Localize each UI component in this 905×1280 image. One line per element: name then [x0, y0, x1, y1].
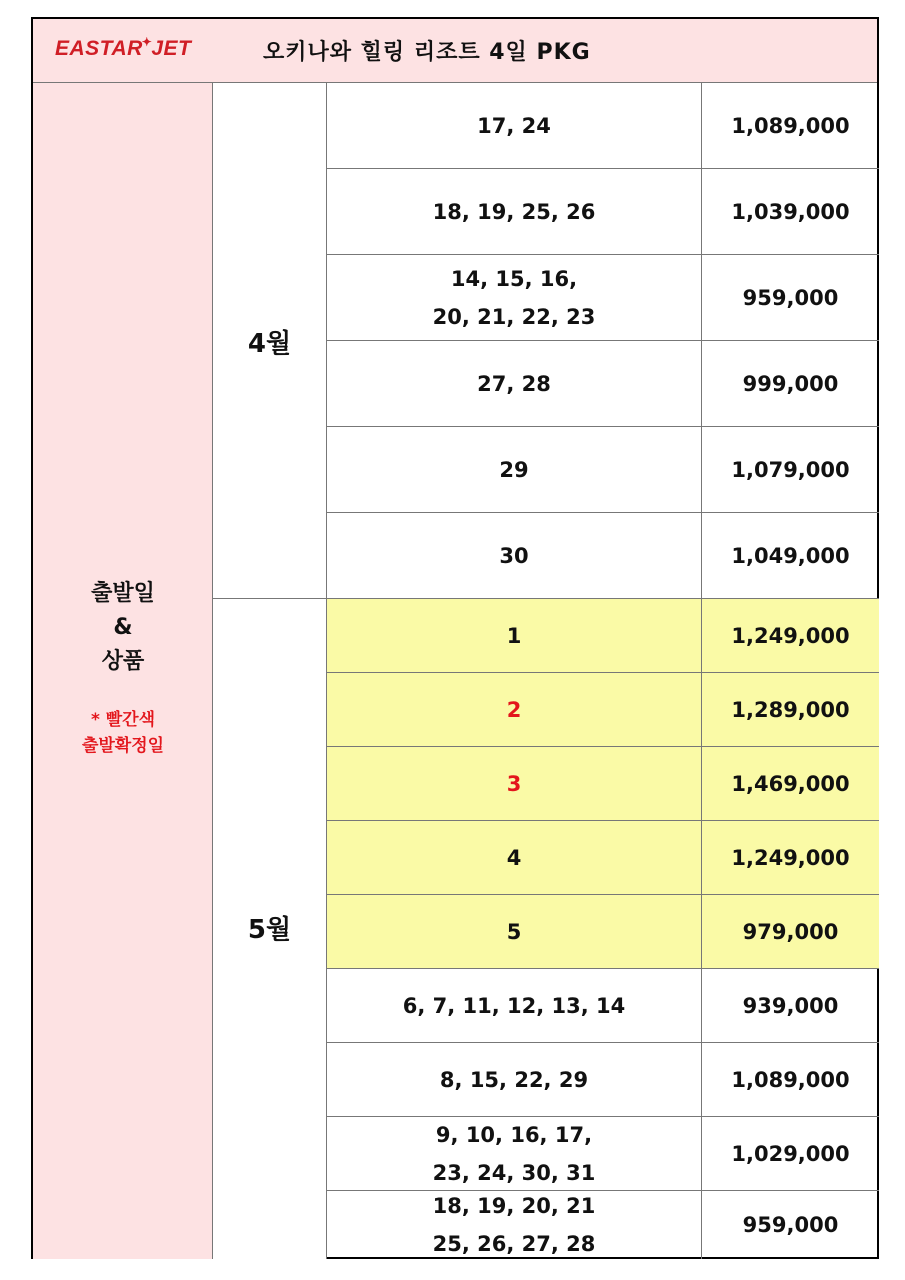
table-row	[327, 1043, 879, 1117]
departure-label-column	[33, 83, 213, 1259]
departure-dates: 2	[327, 673, 702, 746]
package-title: 오키나와 힐링 리조트 4일 PKG	[263, 40, 591, 65]
package-price: 1,089,000	[731, 1067, 850, 1092]
departure-dates: 14, 15, 16, 20, 21, 22, 23	[327, 255, 702, 340]
logo-text: EASTAR	[55, 37, 143, 60]
departure-dates: 6, 7, 11, 12, 13, 14	[327, 969, 702, 1042]
package-price: 1,249,000	[731, 845, 850, 870]
departure-dates: 8, 15, 22, 29	[327, 1043, 702, 1116]
departure-dates: 18, 19, 25, 26	[327, 169, 702, 254]
package-price-table	[31, 17, 879, 1259]
table-row	[327, 673, 879, 747]
table-row	[327, 83, 879, 169]
departure-dates: 27, 28	[327, 341, 702, 426]
package-price: 959,000	[742, 1213, 839, 1237]
table-row	[327, 821, 879, 895]
package-price: 1,249,000	[731, 623, 850, 648]
departure-dates: 29	[327, 427, 702, 512]
package-price: 1,079,000	[731, 457, 850, 482]
table-row	[327, 341, 879, 427]
table-row	[327, 895, 879, 969]
table-row	[327, 513, 879, 599]
departure-dates: 5	[327, 895, 702, 968]
departure-dates: 1	[327, 599, 702, 672]
package-price: 939,000	[742, 993, 839, 1018]
departure-label-line1: 출발일	[91, 581, 155, 606]
departure-dates: 17, 24	[327, 83, 702, 168]
package-price: 1,089,000	[731, 113, 850, 138]
table-row	[327, 1117, 879, 1191]
package-price: 1,289,000	[731, 697, 850, 722]
table-row	[327, 255, 879, 341]
departure-dates: 30	[327, 513, 702, 598]
package-price: 1,049,000	[731, 543, 850, 568]
table-header	[33, 19, 877, 83]
table-row	[327, 1191, 879, 1259]
red-note-line2: 출발확정일	[81, 736, 165, 756]
departure-dates: 3	[327, 747, 702, 820]
month-label: 5월	[247, 915, 292, 945]
table-row	[327, 427, 879, 513]
package-price: 1,029,000	[731, 1141, 850, 1166]
package-price: 999,000	[742, 371, 839, 396]
departure-dates: 9, 10, 16, 17, 23, 24, 30, 31	[327, 1117, 702, 1190]
table-row	[327, 969, 879, 1043]
package-price: 959,000	[742, 285, 839, 310]
month-cell-may	[213, 599, 327, 1259]
logo-text-2: JET	[151, 37, 192, 60]
month-cell-april	[213, 83, 327, 599]
eastarjet-logo	[55, 37, 191, 61]
departure-label-line2: &	[113, 615, 133, 640]
month-label: 4월	[247, 329, 292, 359]
logo-star-icon: ✦	[141, 35, 153, 49]
package-price: 1,039,000	[731, 199, 850, 224]
red-note-line1: * 빨간색	[90, 710, 156, 730]
package-price: 979,000	[742, 919, 839, 944]
departure-dates: 18, 19, 20, 21 25, 26, 27, 28	[327, 1191, 702, 1259]
table-row	[327, 169, 879, 255]
package-price: 1,469,000	[731, 771, 850, 796]
departure-label-line3: 상품	[101, 649, 145, 674]
departure-dates: 4	[327, 821, 702, 894]
table-row	[327, 747, 879, 821]
table-row	[327, 599, 879, 673]
